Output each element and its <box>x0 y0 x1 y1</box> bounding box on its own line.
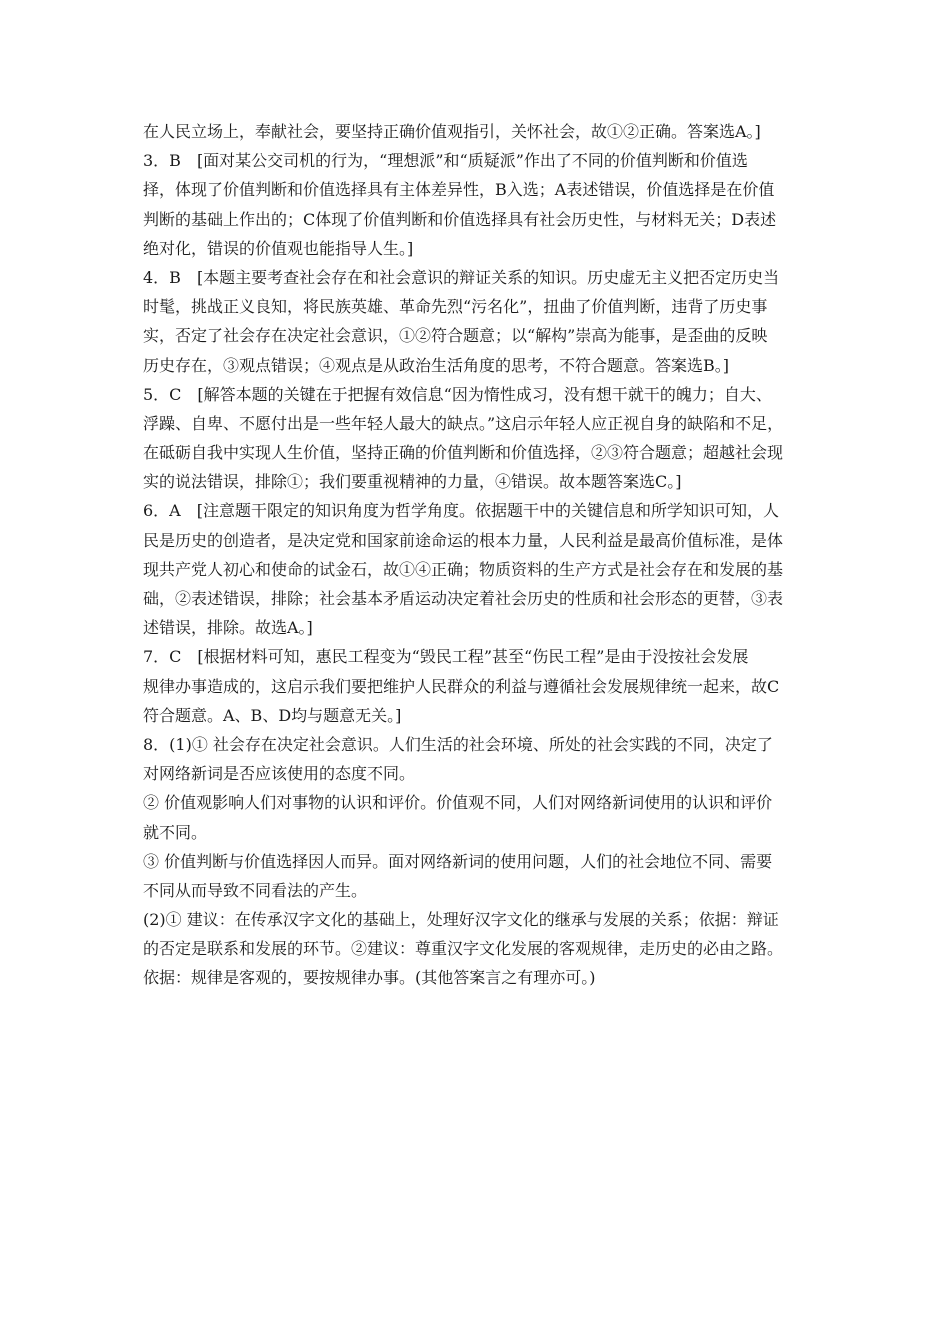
text-line: (2)① 建议：在传承汉字文化的基础上，处理好汉字文化的继承与发展的关系；依据：辩证 <box>143 910 779 930</box>
text-line: 浮躁、自卑、不愿付出是一些年轻人最大的缺点。”这启示年轻人应正视自身的缺陷和不足， <box>143 413 784 433</box>
text-line: 实，否定了社会存在决定社会意识，①②符合题意；以“解构”崇高为能事，是歪曲的反映 <box>143 326 768 346</box>
text-line: 历史存在，③观点错误；④观点是从政治生活角度的思考，不符合题意。答案选B。] <box>143 355 730 375</box>
text-line: 在砥砺自我中实现人生价值，坚持正确的价值判断和价值选择，②③符合题意；超越社会现 <box>143 443 784 463</box>
text-line: 绝对化，错误的价值观也能指导人生。] <box>143 238 414 258</box>
text-line: 的否定是联系和发展的环节。②建议：尊重汉字文化发展的客观规律，走历史的必由之路。 <box>143 939 784 959</box>
text-line: 择，体现了价值判断和价值选择具有主体差异性，B入选；A表述错误，价值选择是在价值 <box>143 180 775 200</box>
text-line: 对网络新词是否应该使用的态度不同。 <box>143 764 416 784</box>
text-line: 符合题意。A、B、D均与题意无关。] <box>143 705 402 725</box>
answer-7-line: 7．C [根据材料可知，惠民工程变为“毁民工程”甚至“伤民工程”是由于没按社会发展 <box>143 647 749 667</box>
answer-text-block <box>143 117 823 993</box>
text-line: 础，②表述错误，排除；社会基本矛盾运动决定着社会历史的性质和社会形态的更替，③表 <box>143 589 784 608</box>
answer-4-line: 4．B [本题主要考查社会存在和社会意识的辩证关系的知识。历史虚无主义把否定历史当 <box>143 267 780 287</box>
answer-8-line: 8．(1)① 社会存在决定社会意识。人们生活的社会环境、所处的社会实践的不同，决定了 <box>143 734 773 754</box>
text-line: 在人民立场上，奉献社会，要坚持正确价值观指引，关怀社会，故①②正确。答案选A。] <box>143 122 761 141</box>
answer-6-line: 6．A [注意题干限定的知识角度为哲学角度。依据题干中的关键信息和所学知识可知，人 <box>143 501 779 521</box>
text-line: 不同从而导致不同看法的产生。 <box>143 880 368 900</box>
text-line: 述错误，排除。故选A。] <box>143 618 313 638</box>
text-line: ③ 价值判断与价值选择因人而异。面对网络新词的使用问题，人们的社会地位不同、需要 <box>143 851 773 871</box>
text-line: 实的说法错误，排除①；我们要重视精神的力量，④错误。故本题答案选C。] <box>143 472 682 492</box>
answer-5-line: 5．C [解答本题的关键在于把握有效信息“因为惰性成习，没有想干就干的魄力；自大、 <box>143 384 772 404</box>
text-line: ② 价值观影响人们对事物的认识和评价。价值观不同，人们对网络新词使用的认识和评价 <box>143 793 773 813</box>
text-line: 就不同。 <box>143 822 208 842</box>
text-line: 判断的基础上作出的；C体现了价值判断和价值选择具有社会历史性，与材料无关；D表述 <box>143 209 777 229</box>
text-line: 民是历史的创造者，是决定党和国家前途命运的根本力量，人民利益是最高价值标准，是体 <box>143 530 784 550</box>
text-line: 现共产党人初心和使命的试金石，故①④正确；物质资料的生产方式是社会存在和发展的基 <box>143 559 784 579</box>
answer-3-line: 3．B [面对某公交司机的行为，“理想派”和“质疑派”作出了不同的价值判断和价值选 <box>143 151 748 171</box>
text-line: 依据：规律是客观的，要按规律办事。(其他答案言之有理亦可。) <box>143 968 596 988</box>
text-line: 规律办事造成的，这启示我们要把维护人民群众的利益与遵循社会发展规律统一起来，故C <box>143 676 780 696</box>
text-line: 时髦，挑战正义良知，将民族英雄、革命先烈“污名化”，扭曲了价值判断，违背了历史事 <box>143 297 768 317</box>
